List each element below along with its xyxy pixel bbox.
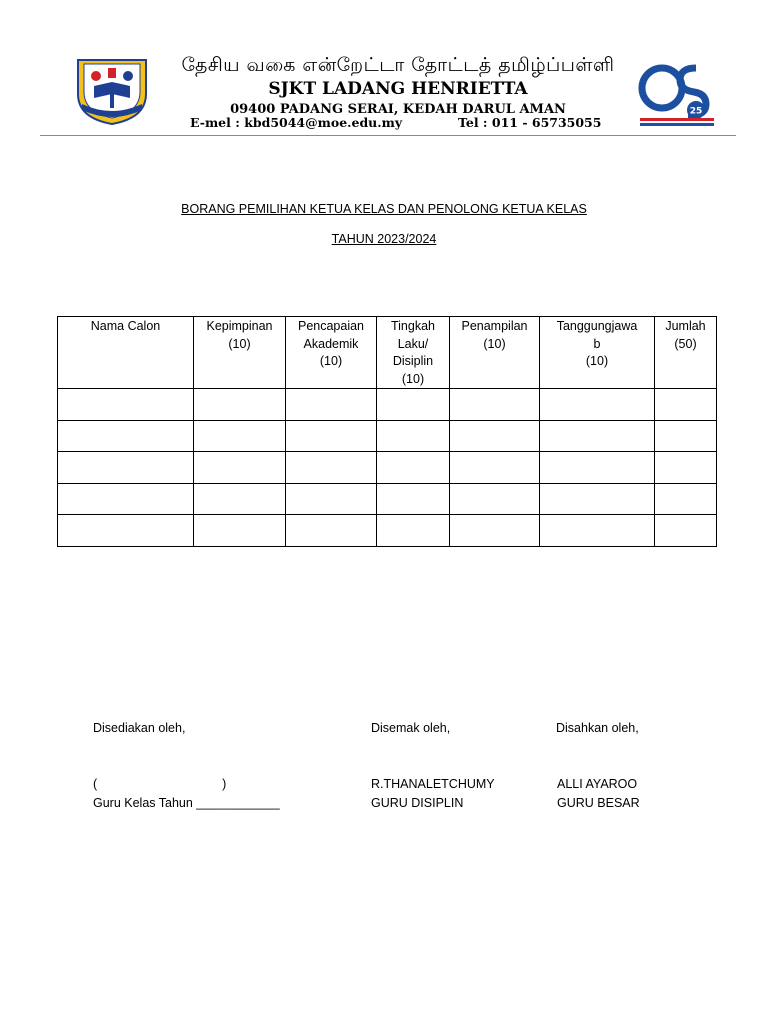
school-name: SJKT LADANG HENRIETTA [268,79,528,99]
school-name-tamil: தேசிய வகை என்றேட்டா தோட்டத் தமிழ்ப்பள்ளி [181,54,615,76]
svg-text:25: 25 [689,106,703,117]
table-cell[interactable] [58,420,194,452]
table-cell[interactable] [540,420,655,452]
form-year: TAHUN 2023/2024 [331,232,437,246]
header-candidate-name: Nama Calon [58,317,194,389]
table-cell[interactable] [540,515,655,547]
table-cell[interactable] [194,420,286,452]
header-total: Jumlah (50) [655,317,717,389]
table-cell[interactable] [286,515,377,547]
table-row [58,483,717,515]
approved-by-role: GURU BESAR [557,796,640,810]
table-cell[interactable] [655,452,717,484]
candidate-score-table [57,316,717,547]
table-cell[interactable] [540,389,655,421]
table-cell[interactable] [286,420,377,452]
header-leadership: Kepimpinan (10) [194,317,286,389]
table-cell[interactable] [286,452,377,484]
table-header-row [58,317,717,389]
table-cell[interactable] [58,483,194,515]
checked-by-label: Disemak oleh, [371,721,451,735]
table-cell[interactable] [377,452,450,484]
table-cell[interactable] [655,420,717,452]
table-row [58,420,717,452]
program-logo [636,58,718,128]
table-row [58,389,717,421]
checked-by-role: GURU DISIPLIN [371,796,464,810]
table-cell[interactable] [655,483,717,515]
table-cell[interactable] [194,515,286,547]
letterhead [0,0,768,140]
school-email: E-mel : kbd5044@moe.edu.my [190,115,403,130]
table-cell[interactable] [194,389,286,421]
form-title: BORANG PEMILIHAN KETUA KELAS DAN PENOLONG KETUA KELAS [181,202,587,216]
checked-by-name: R.THANALETCHUMY [371,777,495,791]
table-cell[interactable] [58,452,194,484]
table-cell[interactable] [540,483,655,515]
school-crest-logo [72,56,152,126]
header-discipline: Tingkah Laku/ Disiplin (10) [377,317,450,389]
table-cell[interactable] [450,515,540,547]
table-cell[interactable] [377,420,450,452]
prepared-by-label: Disediakan oleh, [93,721,186,735]
prepared-by-name: ( ) [93,777,227,791]
letterhead-divider [40,135,736,136]
table-cell[interactable] [194,452,286,484]
table-cell[interactable] [377,389,450,421]
table-cell[interactable] [377,515,450,547]
table-cell[interactable] [655,515,717,547]
table-cell[interactable] [286,483,377,515]
table-cell[interactable] [286,389,377,421]
school-address: 09400 PADANG SERAI, KEDAH DARUL AMAN [230,102,566,117]
table-cell[interactable] [450,389,540,421]
table-cell[interactable] [450,483,540,515]
table-cell[interactable] [450,452,540,484]
school-phone: Tel : 011 - 65735055 [458,115,602,130]
table-cell[interactable] [58,389,194,421]
table-cell[interactable] [377,483,450,515]
prepared-by-role: Guru Kelas Tahun ____________ [93,796,280,810]
table-cell[interactable] [450,420,540,452]
table-row [58,452,717,484]
approved-by-label: Disahkan oleh, [556,721,639,735]
approved-by-name: ALLI AYAROO [557,777,638,791]
table-cell[interactable] [655,389,717,421]
table-cell[interactable] [194,483,286,515]
table-cell[interactable] [540,452,655,484]
table-cell[interactable] [58,515,194,547]
table-row [58,515,717,547]
header-responsibility: Tanggungjawa b (10) [540,317,655,389]
header-appearance: Penampilan (10) [450,317,540,389]
header-academic: Pencapaian Akademik (10) [286,317,377,389]
